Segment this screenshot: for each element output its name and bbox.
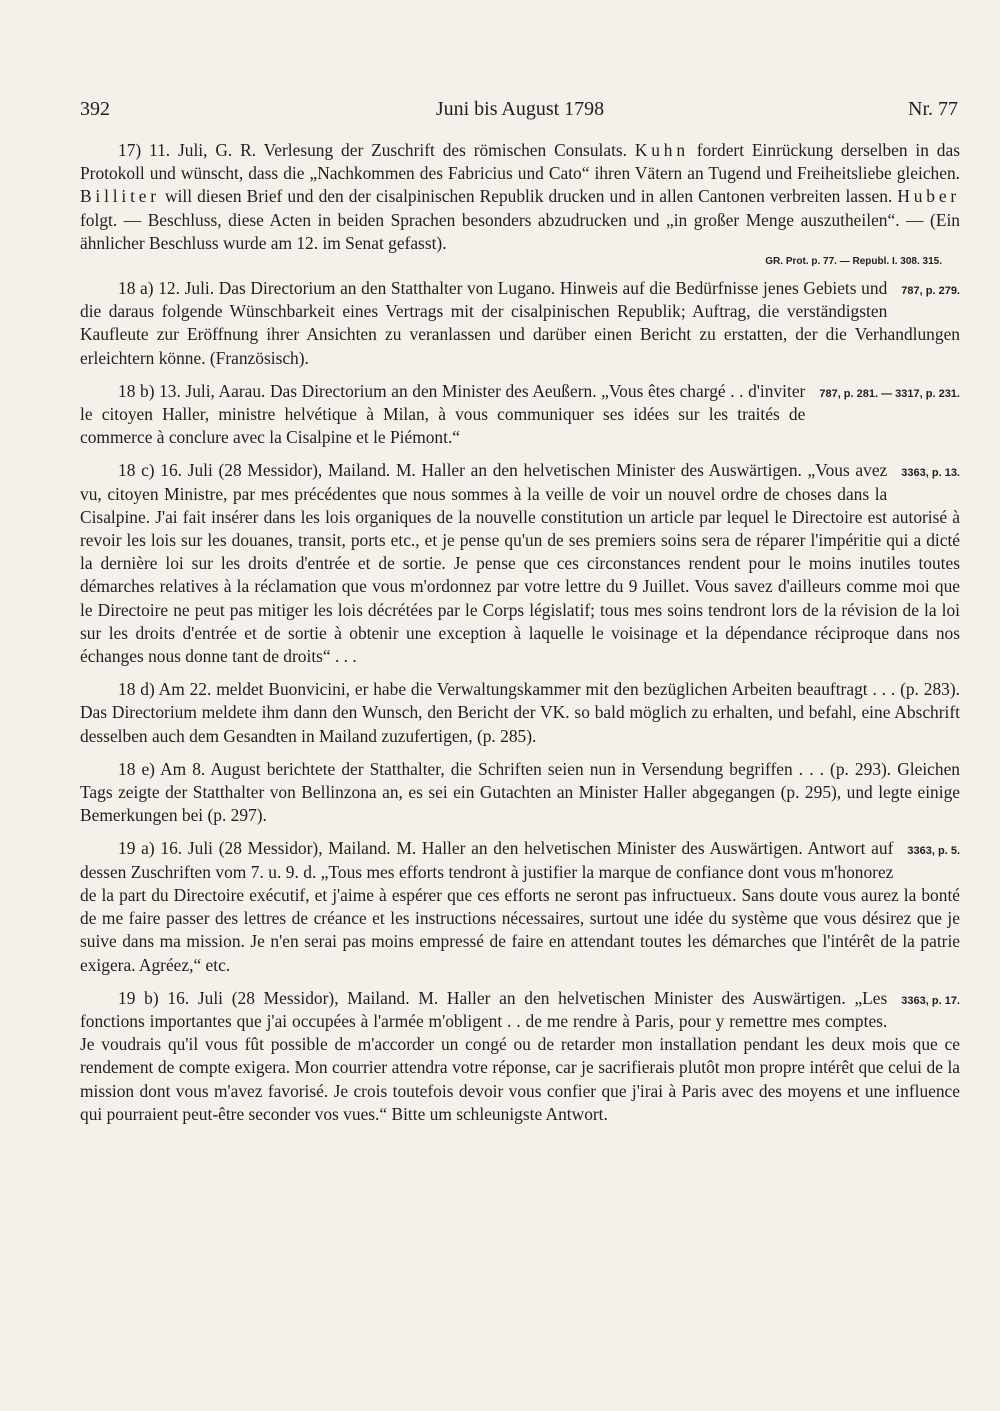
person-name: Billiter [80, 186, 160, 207]
entry-label: 18 e) Am 8. August [118, 758, 261, 779]
page-number: 392 [80, 98, 110, 120]
entry-18b: 787, p. 281. — 3317, p. 231. 18 b) 13. Juli, Aarau. Das Directorium an den Minister des Aeußern. „Vous êtes chargé . . d'inviter le citoyen Haller, ministre helvétique à Milan, à vous communiquer ses idées sur les traités de commerce à conclure avec la Cisalpine et le Piémont.“ [80, 380, 960, 448]
entry-17: 17) 11. Juli, G. R. Verlesung der Zuschrift des römischen Consulats. Kuhn fordert Einrückung derselben in das Protokoll und wünscht, dass die „Nachkommen des Fabricius und Cato“ ihren Vätern an Tugend und Freiheitsliebe gleichen. Billiter will diesen Brief und den der cisalpinischen Republik drucken und in allen Cantonen verbreiten lassen. Huber folgt. — Beschluss, diese Acten in beiden Sprachen besonders abzudrucken und „in großer Menge auszutheilen“. — (Ein ähnlicher Beschluss wurde am 12. im Senat gefasst). [80, 140, 960, 253]
document-body [80, 139, 960, 1136]
source-reference: GR. Prot. p. 77. — Republ. I. 308. 315. [765, 256, 942, 268]
entry-label: 18 b) 13. Juli, Aarau. [118, 380, 266, 401]
entry-19b: 3363, p. 17. 19 b) 16. Juli (28 Messidor), Mailand. M. Haller an den helvetischen Minister des Auswärtigen. „Les fonctions importantes que j'ai occupées à l'armée m'obligent . . de me rendre à Paris, pour y remettre mes comptes. Je voudrais qu'il vous fût possible de m'accorder un congé ou de retarder mon installation pendant les deux mois que ce rendement de compte exigera. Mon courrier attendra votre réponse, car je sacrifierais plutôt mon propre intérêt que celui de la mission dont vous m'avez favorisé. Je crois toutefois devoir vous confier que j'irai à Paris avec des moyens et une influence qui pourraient peut-être seconder vos vues.“ Bitte um schleunigste Antwort. [80, 987, 960, 1124]
source-reference: 3363, p. 17. [901, 994, 960, 1007]
entry-label: 19 a) 16. Juli (28 Messidor), Mailand. [118, 838, 391, 859]
entry-label: 17) 11. Juli, G. R. [118, 140, 257, 160]
entry-18d: 18 d) Am 22. meldet Buonvicini, er habe die Verwaltungskammer mit den bezüglichen Arbeiten beauftragt . . . (p. 283). Das Directorium meldete ihm dann den Wunsch, den Bericht der VK. so bald möglich zu erhalten, und befahl, eine Abschrift desselben auch dem Gesandten in Mailand zuzufertigen, (p. 285). [80, 679, 960, 746]
entry-18e: 18 e) Am 8. August berichtete der Statthalter, die Schriften seien nun in Versendung begriffen . . . (p. 293). Gleichen Tags zeigte der Statthalter von Bellinzona an, es sei ein Gutachten an Minister Haller abgegangen (p. 295), und legte einige Bemerkungen bei (p. 297). [80, 758, 960, 826]
person-name: Huber [897, 186, 960, 207]
entry-19a: 3363, p. 5. 19 a) 16. Juli (28 Messidor), Mailand. M. Haller an den helvetischen Minister des Auswärtigen. Antwort auf dessen Zuschriften vom 7. u. 9. d. „Tous mes efforts tendront à justifier la marque de confiance dont vous m'honorez de la part du Directoire exécutif, et j'aime à espérer que ces efforts ne seront pas infructueux. Sans doute vous aurez la bonté de me faire passer des lettres de créance et les instructions nécessaires, surtout une idée du système que vous désirez que je suive dans ma mission. Je n'en serai pas moins empressé de faire en attendant toutes les démarches que l'intérêt de la patrie exigera. Agréez,“ etc. [80, 838, 960, 975]
entry-label: 18 d) Am 22. [118, 679, 212, 700]
entry-18c: 3363, p. 13. 18 c) 16. Juli (28 Messidor), Mailand. M. Haller an den helvetischen Minister des Auswärtigen. „Vous avez vu, citoyen Ministre, par mes précédentes que nous sommes à la veille de voir un nouvel ordre de choses dans la Cisalpine. J'ai fait insérer dans les lois organiques de la nouvelle constitution un article par lequel le Directoire est autorisé à revoir les lois sur les douanes, transit, ports etc., et je pense qu'un de ses premiers soins sera de réparer l'impéritie qui a dicté la dernière loi sur les droits d'entrée et de sortie. Je pense que ces circonstances rendent pour le moins inutiles toutes démarches relatives à la réclamation que vous m'ordonnez par votre lettre du 9 Juillet. Vous savez d'ailleurs comme moi que le Directoire ne peut pas mitiger les lois décrétées par le Corps législatif; tous mes soins tendront lors de la révision de la loi sur les droits d'entrée et de sortie à obtenir une exception à laquelle le voisinage et la dépendance réciproque dans nos échanges nous donne tant de droits“ . . . [80, 460, 960, 667]
entry-label: 18 a) 12. Juli. [118, 278, 215, 299]
entry-label: 19 b) 16. Juli (28 Messidor), Mailand. [118, 987, 410, 1008]
source-reference: 787, p. 281. — 3317, p. 231. [819, 387, 960, 400]
person-name: Kuhn [634, 140, 689, 160]
running-title: Juni bis August 1798 [435, 98, 605, 120]
source-reference: 3363, p. 13. [901, 467, 960, 480]
page-header [80, 98, 960, 128]
source-reference: 787, p. 279. [901, 285, 960, 298]
document-number: Nr. 77 [908, 98, 958, 120]
source-reference: 3363, p. 5. [907, 845, 960, 858]
entry-label: 18 c) 16. Juli (28 Messidor), Mailand. [118, 460, 391, 481]
entry-18a: 787, p. 279. 18 a) 12. Juli. Das Directorium an den Statthalter von Lugano. Hinweis auf die Bedürfnisse jenes Gebiets und die daraus folgende Wünschbarkeit eines Vertrags mit der cisalpinischen Republik; Auftrag, die verständigsten Kaufleute zur Eröffnung ihrer Ansichten zu veranlassen und darüber einen Bericht zu erstatten, der die Verhandlungen erleichtern könne. (Französisch). [80, 278, 960, 368]
